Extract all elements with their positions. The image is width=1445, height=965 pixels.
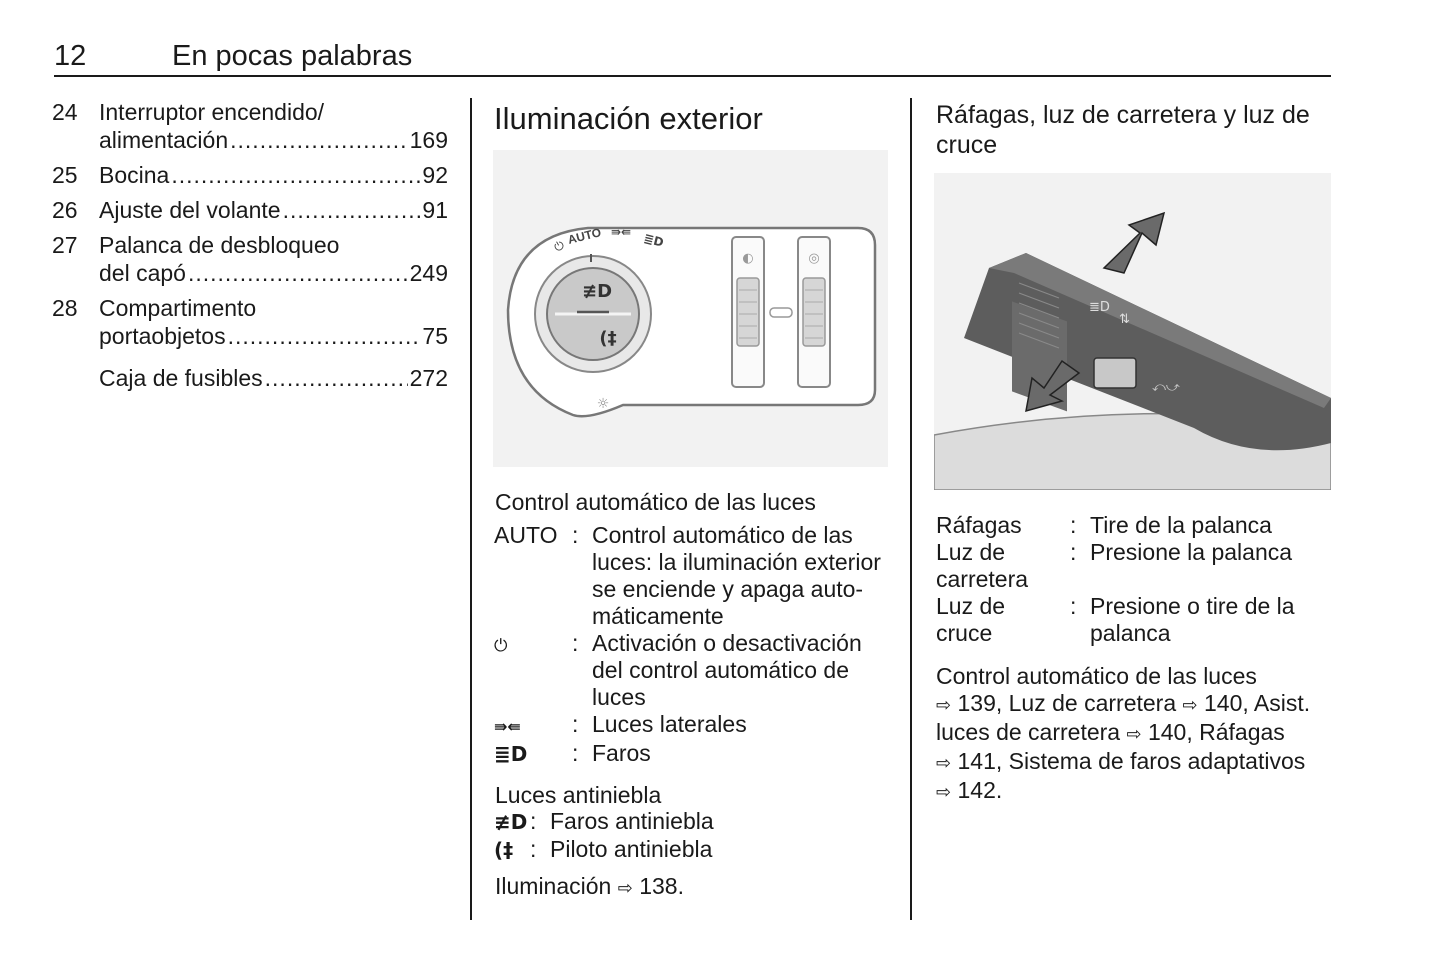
toc-leader bbox=[228, 322, 421, 350]
lighting-reference: Iluminación ⇨ 138. bbox=[495, 873, 684, 899]
definition-row bbox=[494, 522, 894, 630]
separator: : bbox=[1070, 539, 1077, 565]
toc-leader bbox=[283, 196, 421, 224]
definition-row bbox=[494, 711, 894, 740]
rear-fog-icon: (‡ bbox=[494, 838, 514, 862]
definition-text: Presione la palanca bbox=[1090, 539, 1293, 565]
toc-label: Compartimento bbox=[99, 295, 257, 321]
toc-entry bbox=[52, 231, 448, 287]
separator: : bbox=[572, 522, 579, 548]
separator: : bbox=[572, 740, 579, 766]
svg-text:◐: ◐ bbox=[742, 251, 754, 266]
separator: : bbox=[1070, 512, 1077, 538]
auto-control-heading: Control automático de las luces bbox=[495, 489, 816, 515]
svg-text:⇅: ⇅ bbox=[1119, 312, 1130, 327]
auto-label: AUTO bbox=[494, 522, 558, 548]
toc-list bbox=[52, 98, 448, 399]
definition-term: Luz de carretera bbox=[936, 539, 1029, 592]
toc-entry bbox=[52, 161, 448, 189]
definition-row bbox=[494, 740, 894, 768]
toc-label: portaobjetos bbox=[99, 323, 226, 349]
toc-label: Ajuste del volante bbox=[99, 197, 281, 223]
separator: : bbox=[1070, 593, 1077, 619]
svg-text:☼: ☼ bbox=[596, 396, 610, 412]
light-switch-illustration bbox=[493, 150, 888, 467]
toc-leader bbox=[265, 364, 408, 392]
definition-text: Tire de la palanca bbox=[1090, 512, 1272, 538]
toc-entry bbox=[52, 294, 448, 350]
definition-term: Luz de cruce bbox=[936, 593, 1006, 646]
svg-text:◎: ◎ bbox=[808, 251, 820, 266]
definition-text: Faros antiniebla bbox=[550, 808, 714, 834]
reference-page: 138. bbox=[639, 873, 684, 899]
svg-text:AUTO: AUTO bbox=[566, 225, 603, 247]
definition-row bbox=[494, 630, 894, 711]
toc-label: Caja de fusibles bbox=[99, 365, 263, 391]
column-divider-left bbox=[470, 98, 472, 920]
separator: : bbox=[530, 836, 537, 862]
reference-arrow-icon: ⇨ bbox=[1182, 695, 1198, 716]
toc-label: Palanca de desbloqueo bbox=[99, 232, 340, 258]
svg-text:≣D: ≣D bbox=[642, 231, 666, 250]
definition-row bbox=[936, 539, 1336, 593]
fog-list bbox=[494, 808, 714, 864]
toc-leader bbox=[188, 259, 408, 287]
svg-text:≣D: ≣D bbox=[1089, 300, 1110, 315]
toc-label: Interruptor encendido/ bbox=[99, 99, 325, 125]
reference-arrow-icon: ⇨ bbox=[936, 782, 952, 803]
svg-text:⤺⤻: ⤺⤻ bbox=[1152, 380, 1180, 395]
flash-references: Control automático de las luces ⇨ 139, Luz de carretera ⇨ 140, Asist. luces de carretera ⇨ 140, Ráfagas ⇨ 141, Sistema de faros adaptativos ⇨ 142. bbox=[936, 663, 1311, 803]
svg-text:⏻: ⏻ bbox=[551, 237, 567, 255]
toc-page: 249 bbox=[409, 260, 448, 286]
toc-number: 24 bbox=[52, 99, 78, 125]
definition-term: Ráfagas bbox=[936, 512, 1022, 538]
toc-number: 27 bbox=[52, 232, 78, 258]
definition-text: Activación o desactivación del control automático de luces bbox=[592, 630, 862, 710]
toc-leader bbox=[230, 126, 407, 154]
toc-number: 28 bbox=[52, 295, 78, 321]
toc-entry bbox=[52, 98, 448, 154]
auto-control-list bbox=[494, 522, 894, 768]
definition-text: Control automático de las luces: la iluminación exterior se enciende y apaga auto- máticamente bbox=[592, 522, 881, 629]
definition-text: Presione o tire de la palanca bbox=[1090, 593, 1295, 646]
reference-arrow-icon: ⇨ bbox=[617, 878, 633, 899]
lighting-heading: Iluminación exterior bbox=[494, 101, 763, 136]
flash-heading: Ráfagas, luz de carretera y luz de cruce bbox=[936, 101, 1310, 159]
definition-row bbox=[494, 808, 714, 836]
toc-label: alimentación bbox=[99, 127, 229, 153]
separator: : bbox=[530, 808, 537, 834]
toc-label: del capó bbox=[99, 260, 186, 286]
toc-page: 75 bbox=[422, 323, 448, 349]
page-number: 12 bbox=[54, 40, 87, 72]
column-divider-right bbox=[910, 98, 912, 920]
definition-text: Faros bbox=[592, 740, 651, 766]
toc-leader bbox=[171, 161, 420, 189]
toc-entry bbox=[52, 196, 448, 224]
definition-row bbox=[936, 593, 1336, 647]
toc-page: 272 bbox=[409, 365, 448, 391]
reference-arrow-icon: ⇨ bbox=[936, 753, 952, 774]
reference-arrow-icon: ⇨ bbox=[1126, 724, 1142, 745]
separator: : bbox=[572, 630, 579, 656]
separator: : bbox=[572, 711, 579, 737]
svg-text:≢D: ≢D bbox=[581, 281, 613, 302]
definition-text: Piloto antiniebla bbox=[550, 836, 713, 862]
stalk-illustration bbox=[934, 173, 1331, 490]
section-title: En pocas palabras bbox=[172, 40, 413, 72]
header-rule bbox=[54, 75, 1331, 77]
front-fog-icon: ≢D bbox=[494, 810, 528, 834]
svg-text:(‡: (‡ bbox=[599, 328, 617, 349]
definition-text: Luces laterales bbox=[592, 711, 747, 737]
fog-heading: Luces antiniebla bbox=[495, 782, 662, 808]
flash-list bbox=[936, 512, 1336, 647]
reference-arrow-icon: ⇨ bbox=[936, 695, 952, 716]
stalk-drawing bbox=[934, 173, 1331, 490]
toc-number: 25 bbox=[52, 162, 78, 188]
side-lights-icon: ⇛⇚ bbox=[494, 717, 521, 736]
headlights-icon: ≣D bbox=[494, 742, 528, 766]
toc-entry bbox=[52, 364, 448, 392]
definition-row bbox=[494, 836, 714, 864]
toc-page: 92 bbox=[422, 162, 448, 188]
svg-text:⇛⇚: ⇛⇚ bbox=[611, 225, 632, 239]
power-icon: ⏻ bbox=[494, 636, 508, 656]
toc-label: Bocina bbox=[99, 162, 170, 188]
toc-page: 169 bbox=[409, 127, 448, 153]
light-switch-drawing bbox=[493, 150, 888, 467]
definition-row bbox=[936, 512, 1336, 539]
toc-page: 91 bbox=[422, 197, 448, 223]
toc-number: 26 bbox=[52, 197, 78, 223]
